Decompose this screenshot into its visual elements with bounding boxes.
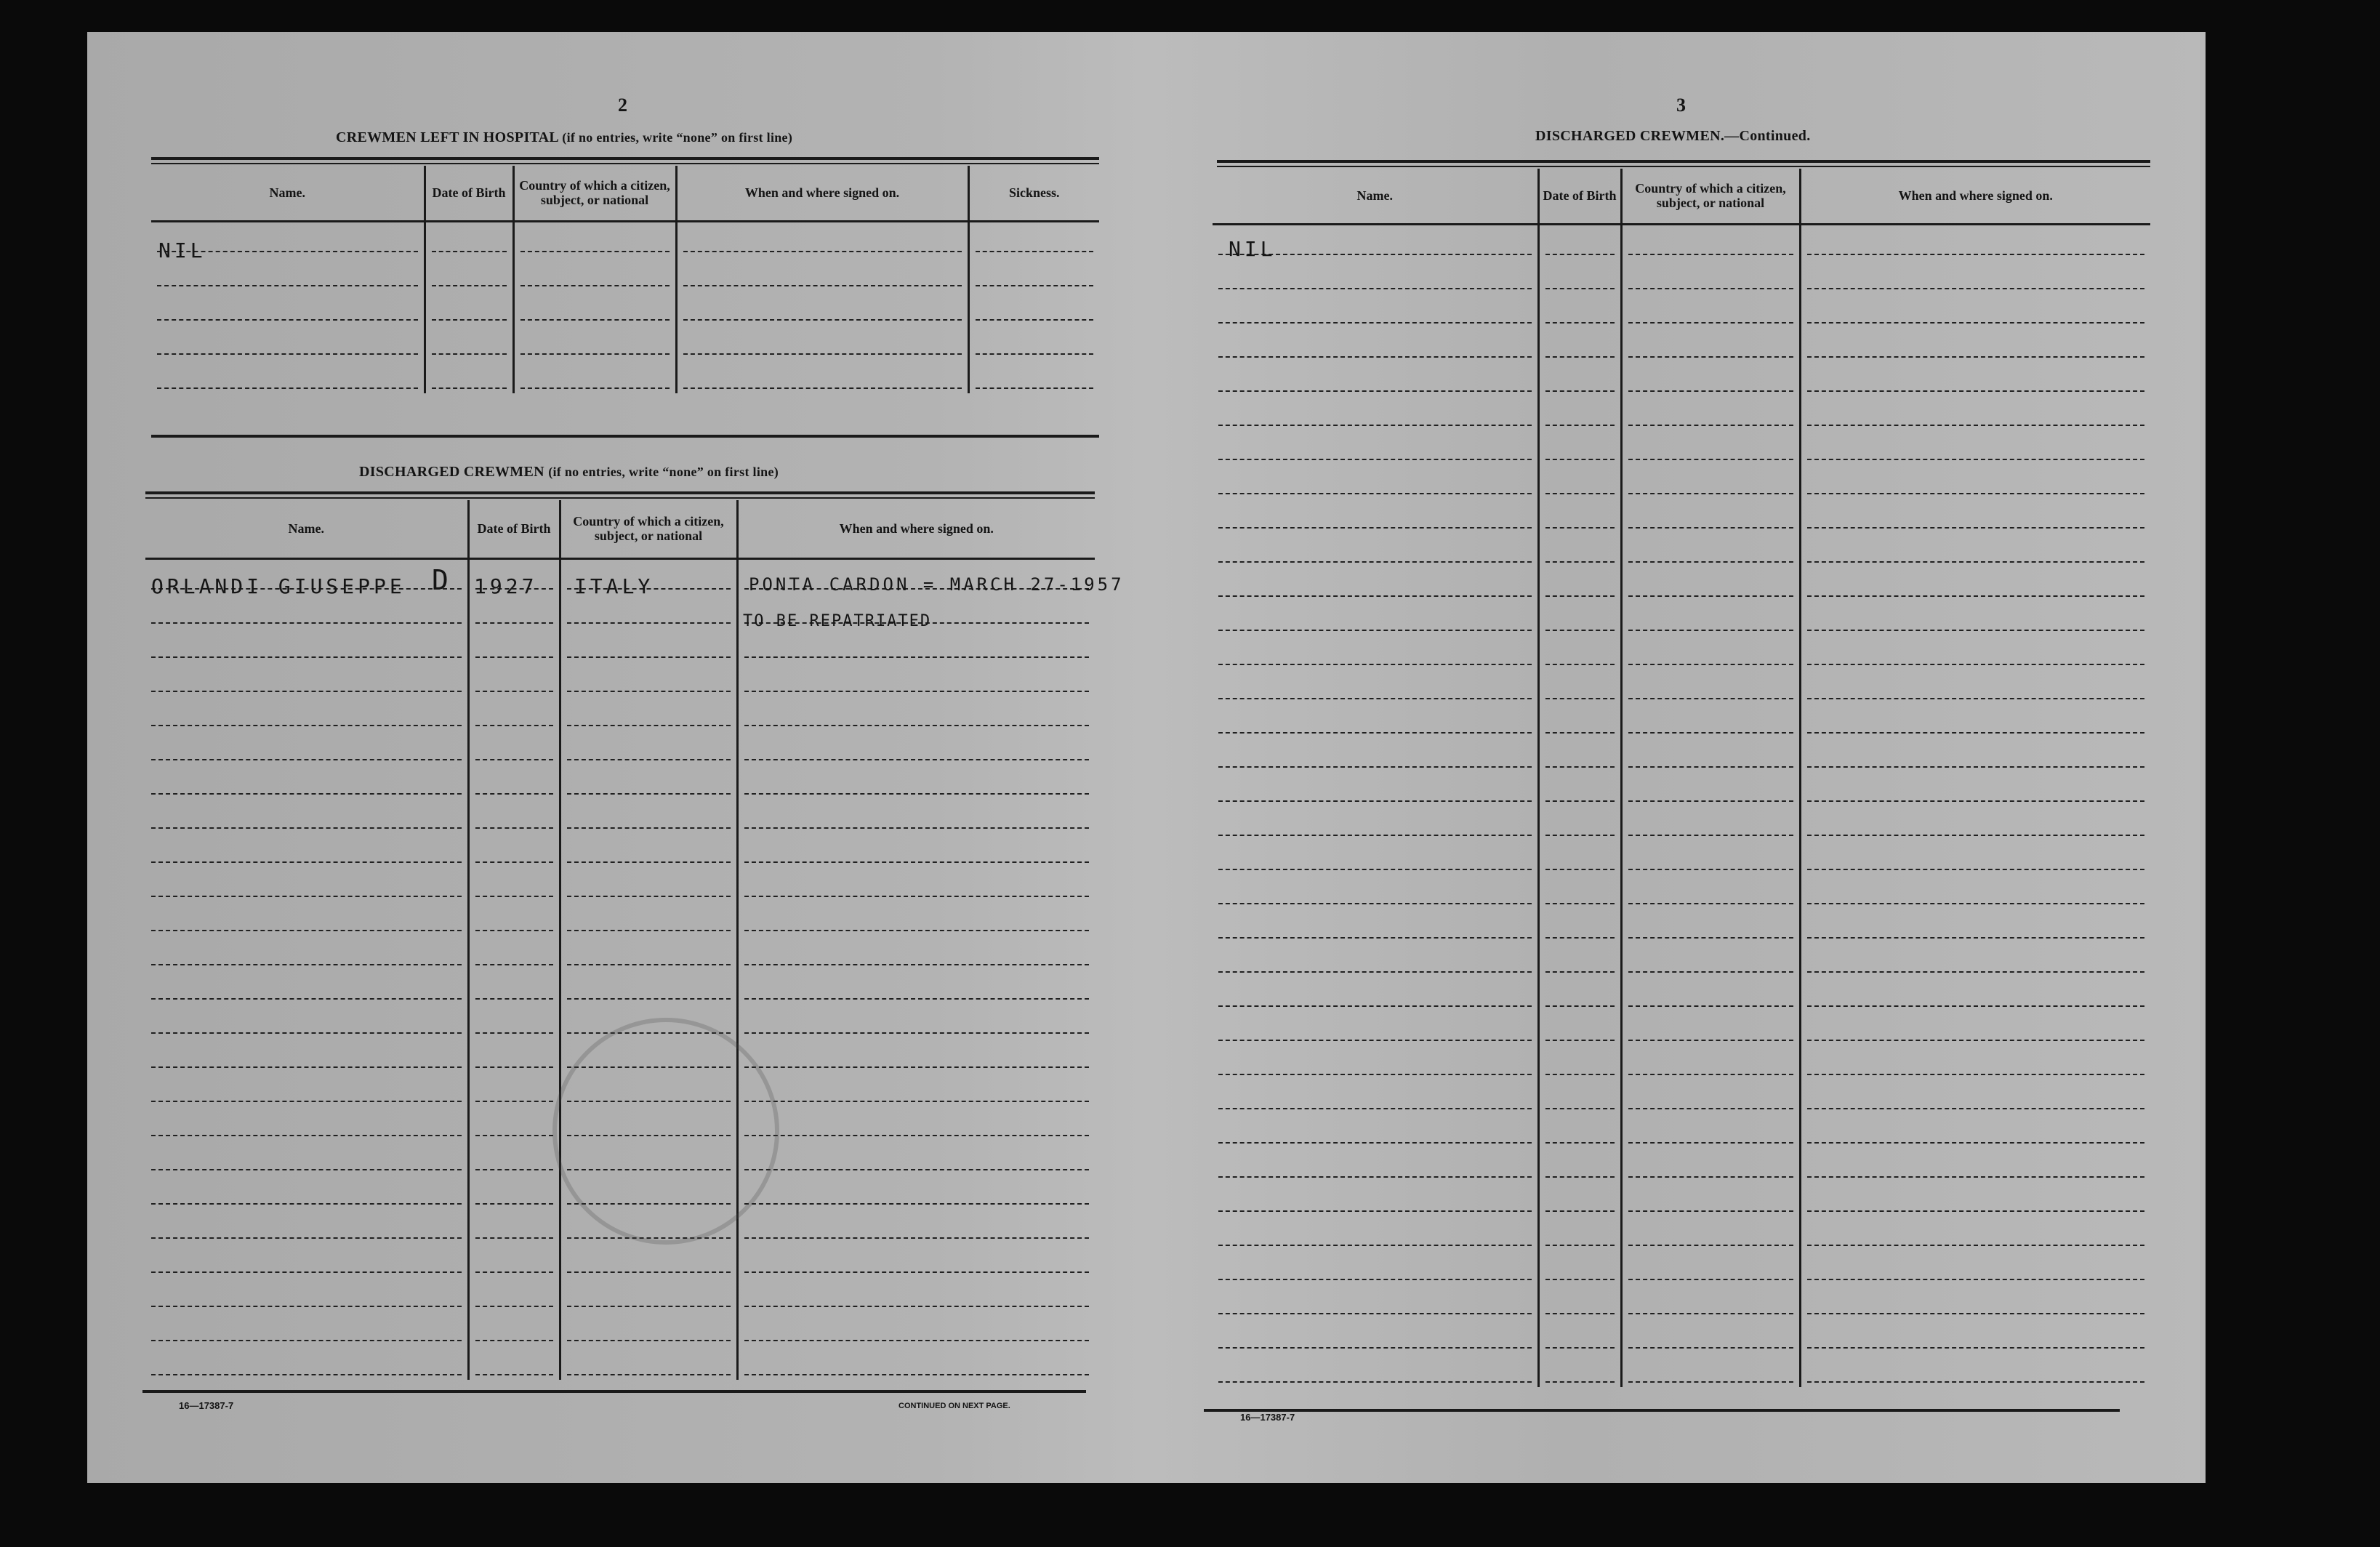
page3-entry-name: NIL xyxy=(1229,237,1277,261)
col-name: Name. xyxy=(151,166,425,221)
form-number: 16—17387-7 xyxy=(179,1400,234,1411)
crewman-name: ORLANDI GIUSEPPE xyxy=(151,574,406,598)
table-row[interactable] xyxy=(1213,1114,2150,1148)
table-row[interactable] xyxy=(1213,567,2150,601)
table-row[interactable] xyxy=(1213,1182,2150,1216)
col-signed-on: When and where signed on. xyxy=(737,500,1095,558)
table-row[interactable] xyxy=(1213,260,2150,294)
table-row[interactable] xyxy=(1213,1250,2150,1285)
crewman-birth: 1927 xyxy=(474,574,538,598)
hospital-section-title: CREWMEN LEFT IN HOSPITAL (if no entries, write “none” on first line) xyxy=(336,129,793,145)
table-row[interactable] xyxy=(1213,601,2150,635)
table-row[interactable] xyxy=(1213,1319,2150,1353)
table-row[interactable] xyxy=(1213,396,2150,430)
table-row[interactable] xyxy=(1213,840,2150,875)
discharged-section-title: DISCHARGED CREWMEN (if no entries, write “none” on first line) xyxy=(359,464,779,480)
crewman-mark: D xyxy=(432,564,452,596)
table-row[interactable] xyxy=(1213,977,2150,1011)
col-name: Name. xyxy=(145,500,468,558)
continued-note: CONTINUED ON NEXT PAGE. xyxy=(898,1402,1010,1410)
table-row[interactable] xyxy=(1213,909,2150,943)
table-row[interactable] xyxy=(1213,635,2150,670)
table-row[interactable] xyxy=(1213,430,2150,465)
col-date-of-birth: Date of Birth xyxy=(1538,169,1621,224)
col-date-of-birth: Date of Birth xyxy=(425,166,513,221)
table-row[interactable] xyxy=(1213,224,2150,260)
table-row[interactable] xyxy=(1213,533,2150,567)
col-country: Country of which a citizen, subject, or national xyxy=(560,500,737,558)
table-row[interactable] xyxy=(1213,328,2150,362)
col-country: Country of which a citizen, subject, or national xyxy=(513,166,676,221)
col-signed-on: When and where signed on. xyxy=(676,166,968,221)
table-row[interactable] xyxy=(1213,499,2150,533)
table-row[interactable] xyxy=(1213,1148,2150,1182)
table-row[interactable] xyxy=(1213,943,2150,977)
table-row[interactable] xyxy=(1213,1285,2150,1319)
table-row[interactable] xyxy=(1213,772,2150,806)
table-row[interactable] xyxy=(1213,294,2150,328)
table-row[interactable] xyxy=(1213,1045,2150,1080)
table-row[interactable] xyxy=(1213,362,2150,396)
table-row[interactable] xyxy=(1213,1216,2150,1250)
crewman-note: TO BE REPATRIATED xyxy=(743,612,932,630)
table-row[interactable] xyxy=(1213,806,2150,840)
col-sickness: Sickness. xyxy=(968,166,1099,221)
table-row[interactable] xyxy=(1213,738,2150,772)
page3-top-rule xyxy=(1217,160,2150,163)
form-number: 16—17387-7 xyxy=(1240,1412,1295,1423)
col-signed-on: When and where signed on. xyxy=(1800,169,2150,224)
col-name: Name. xyxy=(1213,169,1538,224)
table-row[interactable] xyxy=(1213,1353,2150,1387)
page3-table xyxy=(1213,169,2150,1387)
crewman-country: ITALY xyxy=(574,574,654,598)
page3-bottom-rule xyxy=(1204,1409,2120,1412)
table-row[interactable] xyxy=(1213,1011,2150,1045)
table-row[interactable] xyxy=(1213,465,2150,499)
table-row[interactable] xyxy=(1213,1080,2150,1114)
col-country: Country of which a citizen, subject, or national xyxy=(1621,169,1800,224)
hospital-entry-name: NIL xyxy=(158,238,206,262)
page3-title: DISCHARGED CREWMEN.—Continued. xyxy=(1535,128,1811,144)
page-number: 3 xyxy=(1676,95,1686,116)
page-number: 2 xyxy=(618,95,627,116)
page3-header-row xyxy=(1213,169,2150,224)
col-date-of-birth: Date of Birth xyxy=(468,500,560,558)
table-row[interactable] xyxy=(1213,670,2150,704)
table-row[interactable] xyxy=(1213,704,2150,738)
page3-top-rule-thin xyxy=(1217,166,2150,167)
crewman-signed-on: PONTA CARDON = MARCH 27-1957 xyxy=(749,574,1125,595)
table-row[interactable] xyxy=(1213,875,2150,909)
